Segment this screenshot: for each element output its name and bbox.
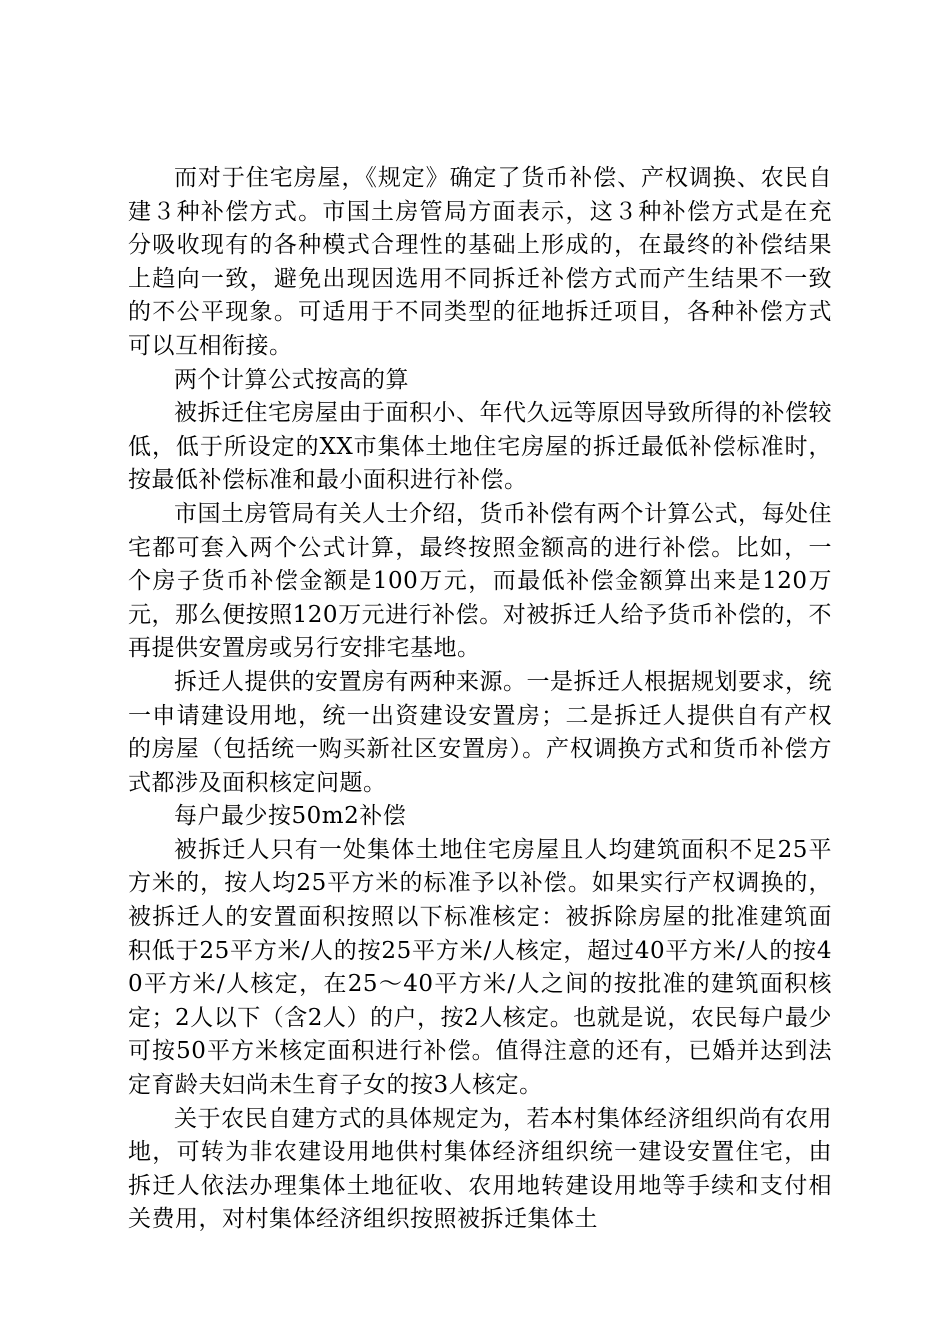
paragraph-area-verification: 被拆迁人只有一处集体土地住宅房屋且人均建筑面积不足25平方米的，按人均25平方米的标准予以补偿。如果实行产权调换的，被拆迁人的安置面积按照以下标准核定：被拆除房屋的批准建筑面积低于25平方米/人的按25平方米/人核定，超过40平方米/人的按40平方米/人核定，在25～40平方米/人之间的按批准的建筑面积核定；2人以下（含2人）的户，按2人核定。也就是说，农民每户最少可按50平方米核定面积进行补偿。值得注意的还有，已婚并达到法定育龄夫妇尚未生育子女的按3人核定。 [128,836,832,1099]
paragraph-resettlement-housing: 拆迁人提供的安置房有两种来源。一是拆迁人根据规划要求，统一申请建设用地，统一出资建设安置房；二是拆迁人提供自有产权的房屋（包括统一购买新社区安置房）。产权调换方式和货币补偿方式都涉及面积核定问题。 [128,668,832,796]
section-heading-minimum-area: 每户最少按50m2补偿 [174,803,407,830]
paragraph-compensation-methods: 而对于住宅房屋，《规定》确定了货币补偿、产权调换、农民自建３种补偿方式。市国土房管局方面表示，这３种补偿方式是在充分吸收现有的各种模式合理性的基础上形成的，在最终的补偿结果上趋向一致，避免出现因选用不同拆迁补偿方式而产生结果不一致的不公平现象。可适用于不同类型的征地拆迁项目，各种补偿方式可以互相衔接。 [128,165,832,359]
document-body [128,162,832,1237]
paragraph-minimum-standard: 被拆迁住宅房屋由于面积小、年代久远等原因导致所得的补偿较低，低于所设定的XX市集体土地住宅房屋的拆迁最低补偿标准时，按最低补偿标准和最小面积进行补偿。 [128,400,832,494]
paragraph-self-build: 关于农民自建方式的具体规定为，若本村集体经济组织尚有农用地，可转为非农建设用地供村集体经济组织统一建设安置住宅，由拆迁人依法办理集体土地征收、农用地转建设用地等手续和支付相关费用，对村集体经济组织按照被拆迁集体土 [128,1105,832,1233]
section-heading-two-formulas: 两个计算公式按高的算 [174,366,409,393]
paragraph-monetary-formulas: 市国土房管局有关人士介绍，货币补偿有两个计算公式，每处住宅都可套入两个公式计算，最终按照金额高的进行补偿。比如，一个房子货币补偿金额是100万元，而最低补偿金额算出来是120万元，那么便按照120万元进行补偿。对被拆迁人给予货币补偿的，不再提供安置房或另行安排宅基地。 [128,500,832,662]
